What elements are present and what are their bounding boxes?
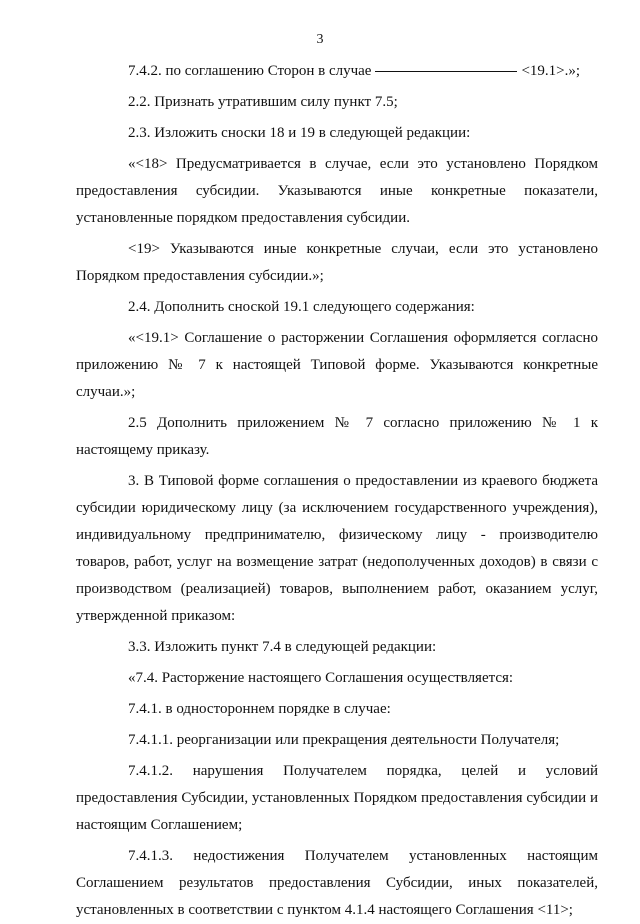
- paragraph-7-4-1-2: 7.4.1.2. нарушения Получателем порядка, целей и условий предоставления Субсидии, установленных Порядком предоставления субсидии и настоящим Соглашением;: [76, 763, 598, 833]
- paragraph-2-2: 2.2. Признать утратившим силу пункт 7.5;: [128, 94, 398, 110]
- paragraph-2-3: 2.3. Изложить сноски 18 и 19 в следующей редакции:: [128, 125, 471, 141]
- footnote-19-text: <19> Указываются иные конкретные случаи, если это установлено Порядком предоставления субсидии.»;: [76, 241, 598, 284]
- paragraph-7-4-1-3: 7.4.1.3. недостижения Получателем установленных настоящим Соглашением результатов предоставления Субсидии, иных показателей, установленных в соответствии с пунктом 4.1.4 настоящего Соглашения <11>;: [76, 848, 598, 918]
- paragraph-7-4-1: 7.4.1. в одностороннем порядке в случае:: [128, 701, 391, 717]
- document-body: [76, 58, 598, 924]
- page-number: 3: [316, 32, 324, 47]
- paragraph-2-4: 2.4. Дополнить сноской 19.1 следующего содержания:: [128, 299, 475, 315]
- footnote-18-text: «<18> Предусматривается в случае, если это установлено Порядком предоставления субсидии. Указываются иные конкретные показатели, установленные порядком предоставления субсидии.: [76, 156, 598, 226]
- paragraph-2-5: 2.5 Дополнить приложением № 7 согласно приложению № 1 к настоящему приказу.: [76, 415, 598, 458]
- footnote-19-1-text: «<19.1> Соглашение о расторжении Соглашения оформляется согласно приложению № 7 к настоящей Типовой форме. Указываются конкретные случаи.»;: [76, 330, 598, 400]
- paragraph-7-4-2-text: 7.4.2. по соглашению Сторон в случае: [128, 63, 372, 79]
- blank-line: [375, 70, 517, 72]
- paragraph-7-4-2: [76, 58, 598, 85]
- paragraph-7-4-1-1: 7.4.1.1. реорганизации или прекращения деятельности Получателя;: [128, 732, 560, 748]
- paragraph-3: 3. В Типовой форме соглашения о предоставлении из краевого бюджета субсидии юридическому лицу (за исключением государственного учреждения), индивидуальному предпринимателю, физическому лицу - производителю товаров, работ, услуг на возмещение затрат (недополученных доходов) в связи с производством (реализацией) товаров, выполнением работ, оказанием услуг, утвержденной приказом:: [76, 473, 598, 624]
- paragraph-7-4: «7.4. Расторжение настоящего Соглашения осуществляется:: [128, 670, 514, 686]
- paragraph-3-3: 3.3. Изложить пункт 7.4 в следующей редакции:: [128, 639, 437, 655]
- paragraph-7-4-2-footnote: <19.1>.»;: [521, 63, 581, 79]
